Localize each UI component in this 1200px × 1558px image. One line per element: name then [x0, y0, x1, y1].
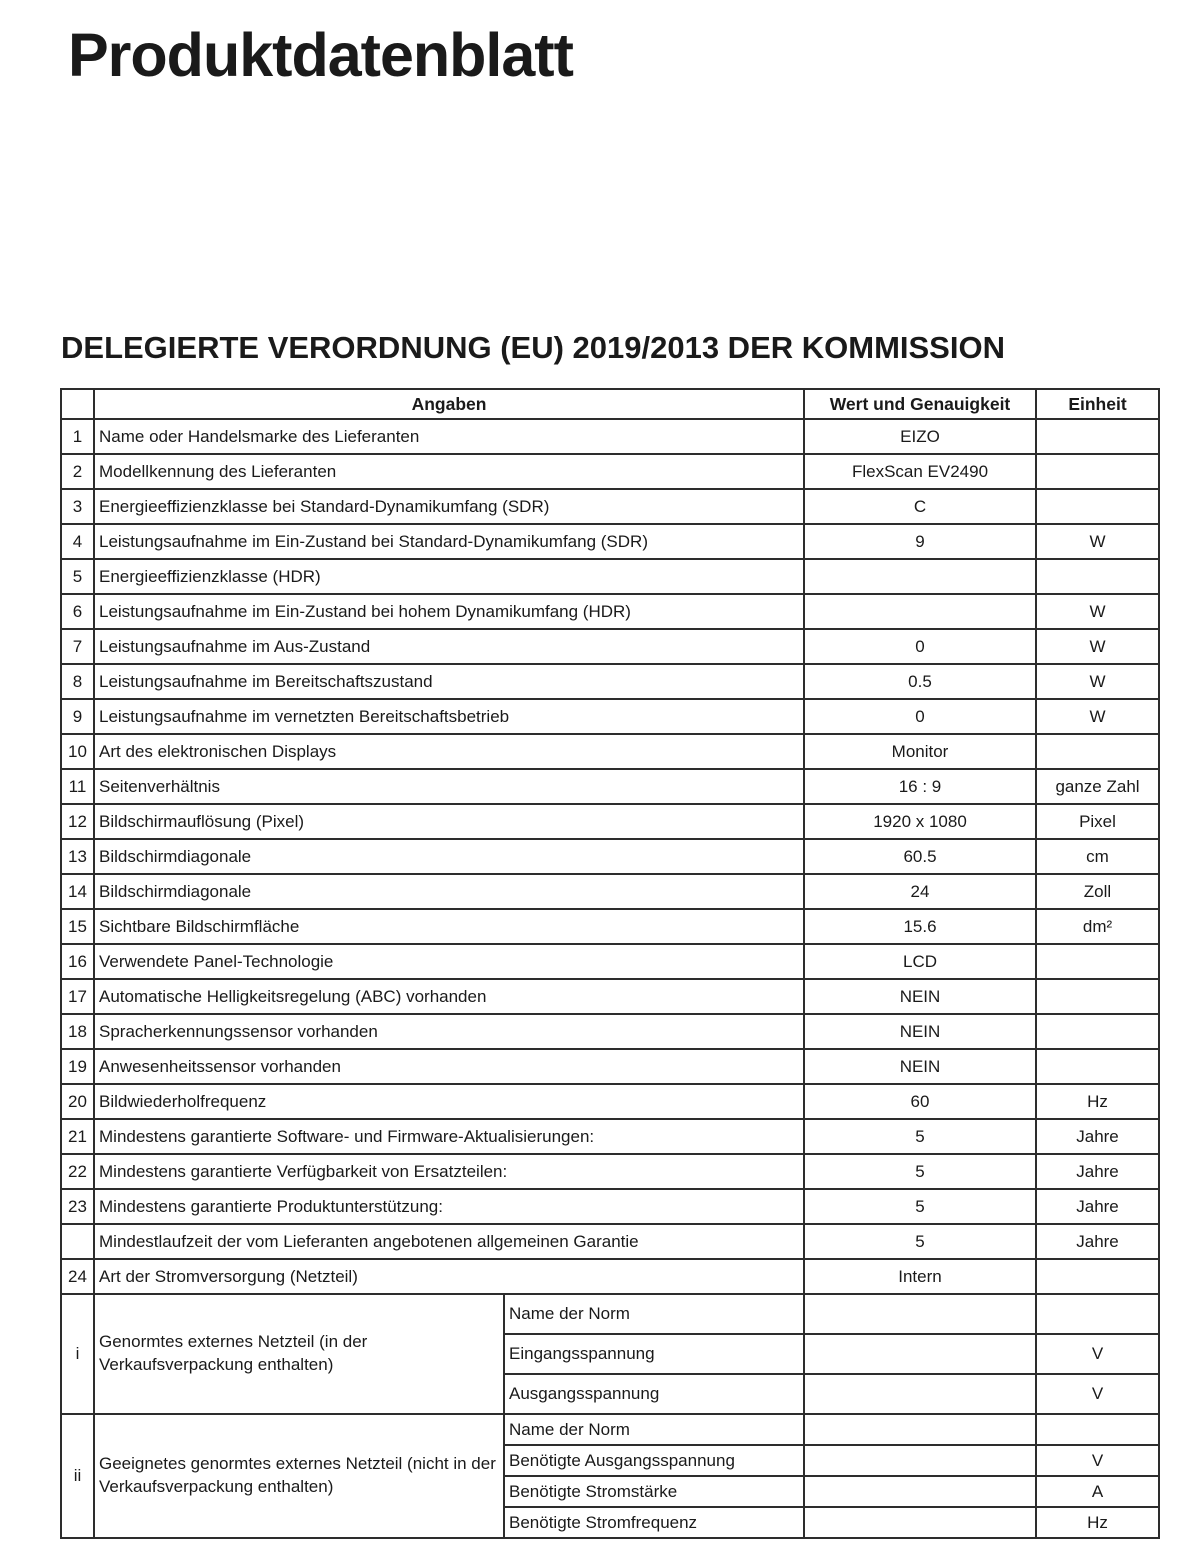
table-row	[61, 1224, 1159, 1259]
subrow-value	[804, 1334, 1036, 1374]
row-unit: W	[1036, 524, 1159, 559]
table-row	[61, 874, 1159, 909]
column-header-angaben: Angaben	[94, 389, 804, 419]
product-table	[60, 388, 1160, 1539]
row-value: NEIN	[804, 1049, 1036, 1084]
row-number: 10	[61, 734, 94, 769]
row-label: Name oder Handelsmarke des Lieferanten	[94, 419, 804, 454]
row-number: 3	[61, 489, 94, 524]
row-label: Sichtbare Bildschirmfläche	[94, 909, 804, 944]
row-number: 6	[61, 594, 94, 629]
row-label: Art der Stromversorgung (Netzteil)	[94, 1259, 804, 1294]
table-row	[61, 1189, 1159, 1224]
row-number: 13	[61, 839, 94, 874]
row-value: 9	[804, 524, 1036, 559]
row-label: Leistungsaufnahme im Bereitschaftszustand	[94, 664, 804, 699]
row-unit: dm²	[1036, 909, 1159, 944]
row-unit	[1036, 454, 1159, 489]
row-label: Leistungsaufnahme im Aus-Zustand	[94, 629, 804, 664]
table-header-row	[61, 389, 1159, 419]
column-header-einheit: Einheit	[1036, 389, 1159, 419]
row-unit	[1036, 1014, 1159, 1049]
row-value: C	[804, 489, 1036, 524]
table-subrow	[61, 1294, 1159, 1334]
product-table-body	[61, 419, 1159, 1538]
table-row	[61, 664, 1159, 699]
row-label: Leistungsaufnahme im Ein-Zustand bei hohem Dynamikumfang (HDR)	[94, 594, 804, 629]
row-unit: Hz	[1036, 1084, 1159, 1119]
subrow-value	[804, 1374, 1036, 1414]
table-row	[61, 1154, 1159, 1189]
row-value: Intern	[804, 1259, 1036, 1294]
row-unit	[1036, 1049, 1159, 1084]
row-number: 8	[61, 664, 94, 699]
row-value: 1920 x 1080	[804, 804, 1036, 839]
row-value: 24	[804, 874, 1036, 909]
subrow-value	[804, 1507, 1036, 1538]
subrow-label: Benötigte Stromstärke	[504, 1476, 804, 1507]
table-subrow	[61, 1414, 1159, 1445]
row-value: 0.5	[804, 664, 1036, 699]
table-row	[61, 909, 1159, 944]
subrow-label: Benötigte Stromfrequenz	[504, 1507, 804, 1538]
table-row	[61, 454, 1159, 489]
row-number: 14	[61, 874, 94, 909]
group-number: ii	[61, 1414, 94, 1538]
row-number: 7	[61, 629, 94, 664]
row-unit: W	[1036, 699, 1159, 734]
row-number: 18	[61, 1014, 94, 1049]
row-value	[804, 559, 1036, 594]
row-value: 0	[804, 629, 1036, 664]
group-label: Genormtes externes Netzteil (in der Verkaufsverpackung enthalten)	[94, 1294, 504, 1414]
row-value: 16 : 9	[804, 769, 1036, 804]
subrow-label: Benötigte Ausgangsspannung	[504, 1445, 804, 1476]
subrow-value	[804, 1294, 1036, 1334]
row-label: Spracherkennungssensor vorhanden	[94, 1014, 804, 1049]
row-value: NEIN	[804, 979, 1036, 1014]
subrow-value	[804, 1476, 1036, 1507]
row-value: 60.5	[804, 839, 1036, 874]
row-unit: Jahre	[1036, 1154, 1159, 1189]
row-label: Verwendete Panel-Technologie	[94, 944, 804, 979]
subrow-value	[804, 1445, 1036, 1476]
row-number: 22	[61, 1154, 94, 1189]
row-number: 4	[61, 524, 94, 559]
row-unit: Jahre	[1036, 1189, 1159, 1224]
subrow-label: Eingangsspannung	[504, 1334, 804, 1374]
column-header-wert: Wert und Genauigkeit	[804, 389, 1036, 419]
row-value: Monitor	[804, 734, 1036, 769]
row-number: 2	[61, 454, 94, 489]
column-header-number	[61, 389, 94, 419]
row-value: EIZO	[804, 419, 1036, 454]
table-row	[61, 594, 1159, 629]
regulation-heading: DELEGIERTE VERORDNUNG (EU) 2019/2013 DER KOMMISSION	[61, 330, 1005, 365]
row-label: Automatische Helligkeitsregelung (ABC) vorhanden	[94, 979, 804, 1014]
row-unit	[1036, 944, 1159, 979]
row-number: 17	[61, 979, 94, 1014]
row-unit	[1036, 419, 1159, 454]
table-row	[61, 944, 1159, 979]
row-number: 19	[61, 1049, 94, 1084]
row-value	[804, 594, 1036, 629]
row-label: Bildschirmdiagonale	[94, 839, 804, 874]
table-row	[61, 979, 1159, 1014]
table-row	[61, 1014, 1159, 1049]
row-unit: Pixel	[1036, 804, 1159, 839]
row-unit: Jahre	[1036, 1224, 1159, 1259]
row-unit: Jahre	[1036, 1119, 1159, 1154]
row-label: Energieeffizienzklasse bei Standard-Dynamikumfang (SDR)	[94, 489, 804, 524]
row-number: 15	[61, 909, 94, 944]
table-row	[61, 734, 1159, 769]
table-row	[61, 1049, 1159, 1084]
row-label: Mindestens garantierte Verfügbarkeit von Ersatzteilen:	[94, 1154, 804, 1189]
row-number: 11	[61, 769, 94, 804]
table-row	[61, 1084, 1159, 1119]
table-row	[61, 524, 1159, 559]
row-unit	[1036, 559, 1159, 594]
row-label: Bildschirmdiagonale	[94, 874, 804, 909]
row-number: 12	[61, 804, 94, 839]
row-unit: W	[1036, 594, 1159, 629]
row-unit	[1036, 1259, 1159, 1294]
table-row	[61, 1119, 1159, 1154]
table-row	[61, 1259, 1159, 1294]
row-label: Leistungsaufnahme im vernetzten Bereitschaftsbetrieb	[94, 699, 804, 734]
row-label: Bildwiederholfrequenz	[94, 1084, 804, 1119]
row-value: 5	[804, 1224, 1036, 1259]
row-number: 9	[61, 699, 94, 734]
row-number: 21	[61, 1119, 94, 1154]
subrow-unit: Hz	[1036, 1507, 1159, 1538]
subrow-label: Ausgangsspannung	[504, 1374, 804, 1414]
table-row	[61, 839, 1159, 874]
row-number: 23	[61, 1189, 94, 1224]
row-label: Leistungsaufnahme im Ein-Zustand bei Standard-Dynamikumfang (SDR)	[94, 524, 804, 559]
row-unit	[1036, 734, 1159, 769]
table-row	[61, 419, 1159, 454]
row-unit: W	[1036, 629, 1159, 664]
page-title: Produktdatenblatt	[68, 21, 573, 89]
row-value: LCD	[804, 944, 1036, 979]
group-label: Geeignetes genormtes externes Netzteil (nicht in der Verkaufsverpackung enthalten)	[94, 1414, 504, 1538]
row-value: 0	[804, 699, 1036, 734]
table-row	[61, 699, 1159, 734]
subrow-unit: V	[1036, 1334, 1159, 1374]
row-number: 20	[61, 1084, 94, 1119]
subrow-unit: A	[1036, 1476, 1159, 1507]
table-row	[61, 629, 1159, 664]
row-unit: Zoll	[1036, 874, 1159, 909]
subrow-value	[804, 1414, 1036, 1445]
row-number: 24	[61, 1259, 94, 1294]
table-row	[61, 804, 1159, 839]
row-value: 60	[804, 1084, 1036, 1119]
subrow-label: Name der Norm	[504, 1414, 804, 1445]
row-label: Art des elektronischen Displays	[94, 734, 804, 769]
row-value: NEIN	[804, 1014, 1036, 1049]
row-label: Seitenverhältnis	[94, 769, 804, 804]
row-value: 5	[804, 1119, 1036, 1154]
row-value: 5	[804, 1154, 1036, 1189]
row-label: Mindestens garantierte Produktunterstützung:	[94, 1189, 804, 1224]
subrow-label: Name der Norm	[504, 1294, 804, 1334]
row-unit	[1036, 489, 1159, 524]
row-value: 15.6	[804, 909, 1036, 944]
table-row	[61, 559, 1159, 594]
row-unit: W	[1036, 664, 1159, 699]
row-label: Mindestens garantierte Software- und Firmware-Aktualisierungen:	[94, 1119, 804, 1154]
row-unit: ganze Zahl	[1036, 769, 1159, 804]
subrow-unit	[1036, 1414, 1159, 1445]
subrow-unit: V	[1036, 1374, 1159, 1414]
row-value: FlexScan EV2490	[804, 454, 1036, 489]
group-number: i	[61, 1294, 94, 1414]
row-number: 16	[61, 944, 94, 979]
row-number	[61, 1224, 94, 1259]
subrow-unit: V	[1036, 1445, 1159, 1476]
row-number: 5	[61, 559, 94, 594]
row-value: 5	[804, 1189, 1036, 1224]
row-unit: cm	[1036, 839, 1159, 874]
row-label: Bildschirmauflösung (Pixel)	[94, 804, 804, 839]
row-label: Mindestlaufzeit der vom Lieferanten angebotenen allgemeinen Garantie	[94, 1224, 804, 1259]
row-unit	[1036, 979, 1159, 1014]
row-label: Modellkennung des Lieferanten	[94, 454, 804, 489]
row-label: Anwesenheitssensor vorhanden	[94, 1049, 804, 1084]
row-number: 1	[61, 419, 94, 454]
table-row	[61, 769, 1159, 804]
row-label: Energieeffizienzklasse (HDR)	[94, 559, 804, 594]
subrow-unit	[1036, 1294, 1159, 1334]
table-row	[61, 489, 1159, 524]
